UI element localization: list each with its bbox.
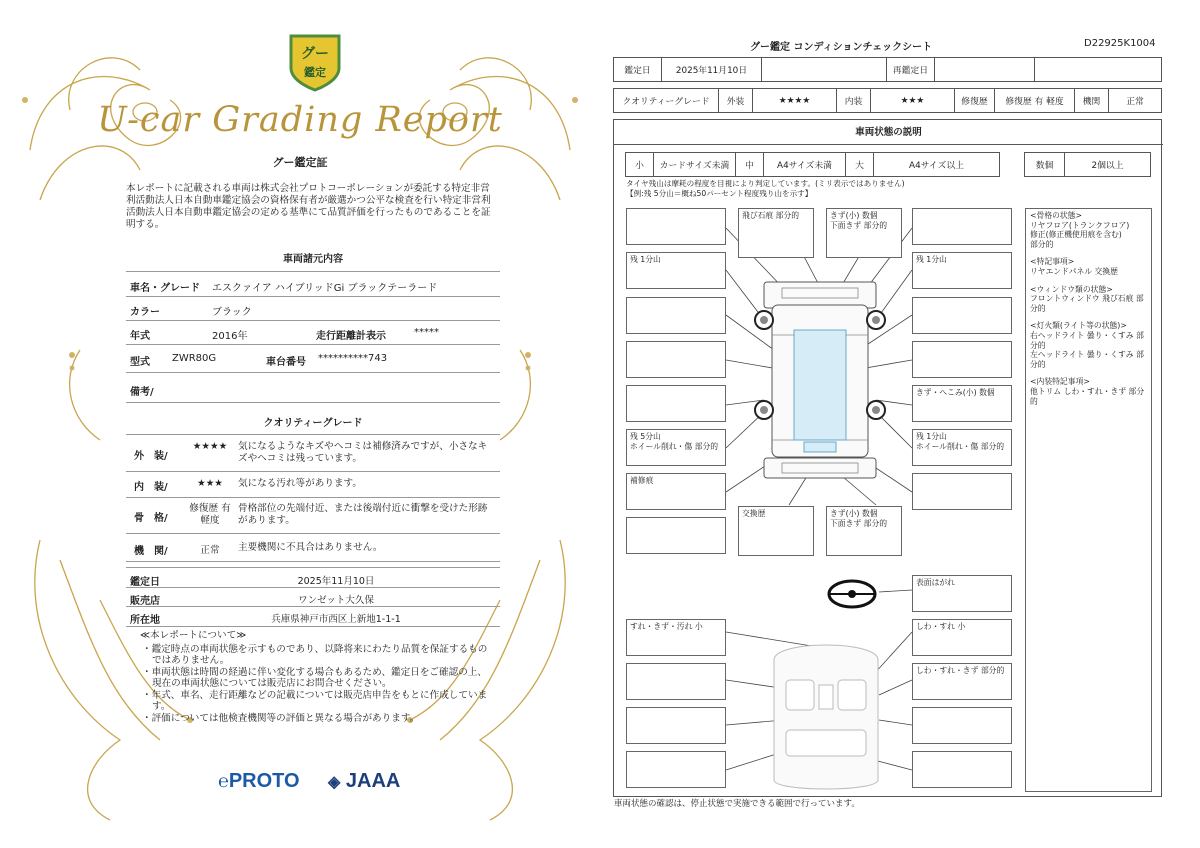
exterior-box-rear-left [626,517,726,554]
footer-row-date [126,567,500,588]
grade-value: ★★★★ [192,441,228,452]
grade-desc: 気になるようなキズやヘコミは補修済みですが、小さなキズやヘコミは残っています。 [238,441,488,464]
spec-name-value: エスクァイア ハイブリッドGi ブラックテーラード [212,283,438,294]
count-value: 2個以上 [1091,161,1124,171]
note-item: ・鑑定時点の車両状態を示すものであり、以降将来にわたり品質を保証するものではありません。 [142,643,488,666]
engine-value: 正常 [1126,97,1144,107]
note-heading: <灯火類(ライト等の状態)> [1030,321,1127,331]
count-label: 数個 [1025,153,1065,176]
spec-mileage-value: ***** [414,327,439,338]
interior-box-left-4 [626,751,726,788]
exterior-box-left-2 [626,297,726,334]
interior-box-right-2: しわ・すれ・きず 部分的 [912,663,1012,700]
note-line: リヤフロア(トランクフロア) [1030,220,1130,230]
spec-mileage-label: 走行距離計表示 [316,331,386,342]
exterior-box-front-mid-right: きず(小) 数個 下面きず 部分的 [826,208,902,258]
certificate-body: 本レポートに記載される車両は株式会社プロトコーポレーションが委託する特定非営利活動法人日本自動車鑑定協会の資格保有者が厳選かつ公平な検査を行い特定非営利活動法人日本自動車鑑定協会の定める基準にて品質評価を行ったものであることを証明する。 [126,183,491,230]
note-item: ・評価については他検査機関等の評価と異なる場合があります。 [142,712,420,724]
notes-title: ≪本レポートについて≫ [140,630,247,641]
note-interior [1030,377,1147,406]
exterior-box-left-lower: 補修痕 [626,473,726,510]
inspection-date-row [613,57,1162,82]
reinspect-spacer [1035,58,1161,81]
repair-value: 修復歴 有 軽度 [995,89,1075,112]
tire-note-line: 【例:残 5分山＝概ね50パーセント程度残り山を示す】 [626,188,813,198]
sheet-title: グー鑑定 コンディションチェックシート [750,42,933,53]
proto-mark-icon: ℮ [218,771,229,791]
quality-grade-row [613,88,1162,113]
exterior-box-front-left [626,208,726,245]
exterior-box-rear-mid-left: 交換歴 [738,506,814,556]
bottom-note: 車両状態の確認は、停止状態で実施できる範囲で行っています。 [614,799,860,809]
reinspect-value [935,58,1035,81]
spec-row-remarks [126,373,500,403]
size-small-label: 小 [626,153,654,176]
exterior-box-left-rear-tire: 残 5分山 ホイール削れ・傷 部分的 [626,429,726,466]
footer-dealer-label: 販売店 [130,596,160,607]
special-notes [1025,208,1152,792]
svg-text:グー: グー [301,46,329,62]
footer-dealer-value: ワンゼット大久保 [298,595,374,606]
spec-row-year [126,321,500,345]
note-heading: <骨格の状態> [1030,211,1083,220]
note-line: 他トリム しわ・すれ・きず 部分的 [1030,386,1145,406]
exterior-box-right-rear-tire: 残 1分山 ホイール削れ・傷 部分的 [912,429,1012,466]
size-small-desc: カードサイズ未満 [654,153,736,176]
footer-date-label: 鑑定日 [130,577,160,588]
repair-label: 修復歴 [955,89,995,112]
interior-box-right-3 [912,707,1012,744]
note-heading: <ウィンドウ類の状態> [1030,284,1113,294]
date-value: 2025年11月10日 [662,58,762,81]
spec-year-label: 年式 [130,331,150,342]
note-heading: <特記事項> [1030,257,1075,267]
exterior-box-front-right [912,208,1012,245]
note-item: ・年式、車名、走行距離などの記載については販売店申告をもとに作成しています。 [142,689,488,712]
size-large-label: 大 [846,153,874,176]
exterior-box-rear-mid-right: きず(小) 数個 下面きず 部分的 [826,506,902,556]
grade-row-frame [126,498,500,534]
goo-kantei-badge [287,32,343,92]
footer-row-address [126,607,500,627]
spec-color-label: カラー [130,307,160,318]
grade-desc: 骨格部位の先端付近、または後端付近に衝撃を受けた形跡があります。 [238,503,488,526]
steering-wheel-icon [829,581,875,607]
footer-date-value: 2025年11月10日 [297,576,375,587]
spec-row-model [126,345,500,373]
exterior-box-right-mid: きず・へこみ(小) 数個 [912,385,1012,422]
vehicle-condition-panel [613,119,1162,797]
spec-chassis-value: **********743 [318,353,388,364]
exterior-box-right-3 [912,341,1012,378]
exterior-value: ★★★★ [753,89,837,112]
interior-box-left-3 [626,707,726,744]
grade-label: 外 装/ [134,451,168,462]
condition-check-sheet [600,0,1200,848]
footer-row-dealer [126,588,500,607]
note-item: ・車両状態は時間の経過に伴い変化する場合もあるため、鑑定日をご確認の上、現在の車両状態については販売店にお問合せください。 [142,666,487,689]
quality-label: クオリティーグレード [614,89,719,112]
grade-label: 骨 格/ [134,513,168,524]
exterior-box-left-3 [626,341,726,378]
footer-address-value: 兵庫県神戸市西区上新地1-1-1 [271,614,401,625]
interior-box-right-4 [912,751,1012,788]
spec-name-label: 車名・グレード [130,283,200,294]
specs-section-title: 車両諸元内容 [283,254,343,265]
grade-row-engine [126,534,500,562]
sheet-id: D22925K1004 [1084,38,1156,49]
spec-model-label: 型式 [130,357,150,368]
quality-section-title: クオリティーグレード [263,418,363,429]
date-spacer [762,58,887,81]
panel-title: 車両状態の説明 [614,120,1163,145]
note-frame [1030,211,1147,249]
certificate-title: グー鑑定証 [272,156,328,169]
spec-chassis-label: 車台番号 [266,357,306,368]
note-line: 修正(修正機使用痕を含む) [1030,230,1122,240]
interior-box-steering: 表面はがれ [912,575,1012,612]
report-script-title: U-car Grading Report [97,100,503,140]
note-line: 部分的 [1030,239,1054,249]
date-label: 鑑定日 [614,58,662,81]
interior-box-right-1: しわ・すれ 小 [912,619,1012,656]
grade-desc: 気になる汚れ等があります。 [238,478,362,489]
exterior-box-right-2 [912,297,1012,334]
spec-model-value: ZWR80G [172,353,217,364]
grade-value: ★★★ [197,478,223,489]
size-medium-desc: A4サイズ未満 [764,153,846,176]
spec-row-name [126,271,500,297]
note-lights [1030,321,1147,369]
grade-label: 内 装/ [134,482,168,493]
tire-note-line: タイヤ残山は摩耗の程度を目視により判定しています。(ミリ表示ではありません) [626,179,905,188]
jaaa-mark-icon: ◈ [328,774,341,791]
note-line: 左ヘッドライト 曇り・くすみ 部分的 [1030,350,1144,369]
interior-value: ★★★ [871,89,955,112]
engine-label: 機関 [1075,89,1109,112]
exterior-label: 外装 [719,89,753,112]
note-heading: <内装特記事項> [1030,377,1090,387]
grade-value: 修復歴 有 軽度 [189,503,231,526]
interior-box-left-2 [626,663,726,700]
spec-row-color [126,297,500,321]
size-large-desc: A4サイズ以上 [909,161,964,171]
grade-desc: 主要機関に不具合はありません。 [238,542,383,553]
spec-remarks-label: 備考/ [130,387,154,398]
footer-address-label: 所在地 [130,615,160,626]
note-line: フロントウィンドウ 飛び石痕 部分的 [1030,294,1144,313]
grade-row-interior [126,472,500,498]
note-window [1030,285,1147,314]
exterior-box-right-front-tire: 残 1分山 [912,252,1012,289]
spec-year-value: 2016年 [212,331,248,342]
svg-text:鑑定: 鑑定 [304,66,326,79]
grade-value: 正常 [200,545,220,556]
exterior-box-left-4 [626,385,726,422]
exterior-box-right-lower [912,473,1012,510]
interior-label: 内装 [837,89,871,112]
proto-logo: ℮PROTO [218,770,300,792]
report-notes [140,630,492,724]
grade-row-exterior [126,434,500,472]
note-line: 右ヘッドライト 曇り・くすみ 部分的 [1030,330,1144,350]
note-line: リヤエンドパネル 交換歴 [1030,266,1118,276]
interior-box-left-1: すれ・きず・汚れ 小 [626,619,726,656]
spec-color-value: ブラック [212,307,252,318]
size-medium-label: 中 [736,153,764,176]
exterior-box-left-front-tire: 残 1分山 [626,252,726,289]
note-special [1030,257,1147,276]
jaaa-logo: ◈ JAAA [328,770,401,792]
reinspect-label: 再鑑定日 [887,58,935,81]
grade-label: 機 関/ [134,546,168,557]
exterior-box-front-mid-left: 飛び石痕 部分的 [738,208,814,258]
